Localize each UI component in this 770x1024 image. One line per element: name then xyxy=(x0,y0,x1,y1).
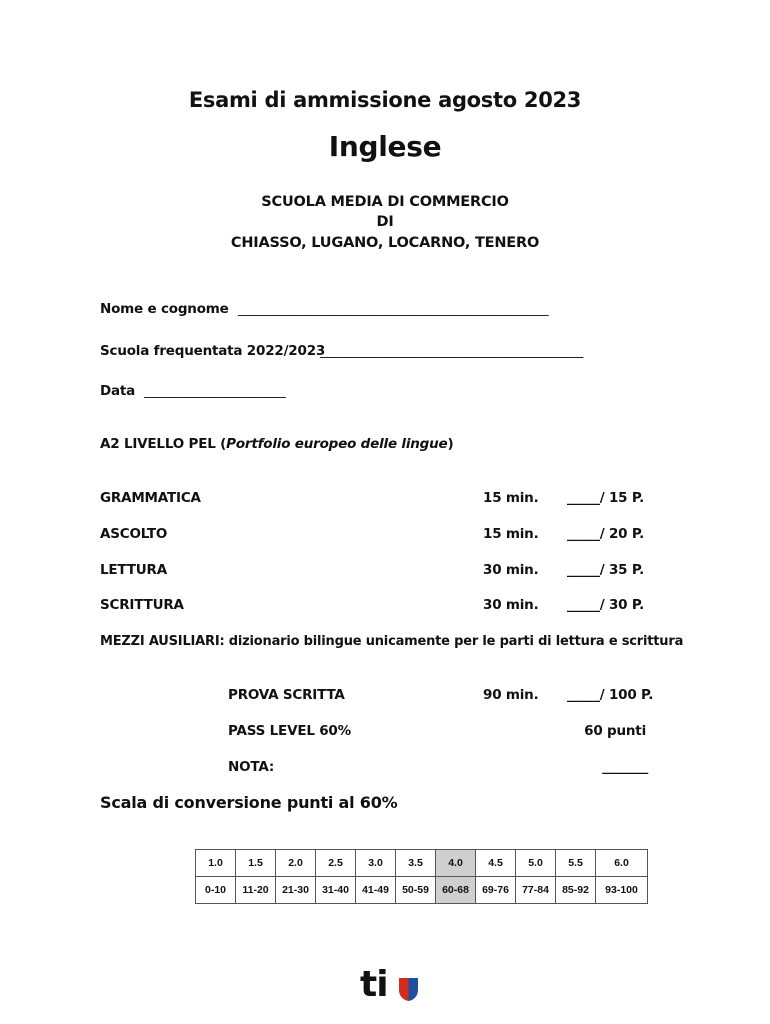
date-label: Data xyxy=(100,383,136,399)
aids-note: MEZZI AUSILIARI: dizionario bilingue unicamente per le parti di lettura e scrittura xyxy=(100,634,684,649)
prova-score[interactable]: _____/ 100 P. xyxy=(567,687,654,703)
subject-title: Inglese xyxy=(328,130,442,163)
level-suffix: ) xyxy=(447,436,454,452)
name-field[interactable]: ______________________________________________ xyxy=(238,301,549,317)
grade-cell: 3.0 xyxy=(356,850,396,877)
prova-label: PROVA SCRITTA xyxy=(228,687,345,703)
grade-cell: 2.0 xyxy=(276,850,316,877)
grade-cell: 5.5 xyxy=(556,850,596,877)
range-cell: 50-59 xyxy=(396,877,436,904)
section-time: 15 min. xyxy=(483,490,539,506)
name-label: Nome e cognome xyxy=(100,301,229,317)
section-score[interactable]: _____/ 30 P. xyxy=(567,597,645,613)
range-cell: 77-84 xyxy=(516,877,556,904)
grade-cell: 5.0 xyxy=(516,850,556,877)
grade-cell: 1.5 xyxy=(236,850,276,877)
range-cell: 69-76 xyxy=(476,877,516,904)
grade-row xyxy=(196,850,648,877)
logo-text: ti xyxy=(360,964,388,1005)
date-field[interactable]: _____________________ xyxy=(144,383,286,399)
conversion-table xyxy=(195,849,648,904)
grade-cell: 1.0 xyxy=(196,850,236,877)
section-name: ASCOLTO xyxy=(100,526,168,542)
school-field[interactable]: _______________________________________ xyxy=(320,343,584,359)
grade-cell: 3.5 xyxy=(396,850,436,877)
school-name-line2: DI xyxy=(376,214,394,230)
level-prefix: A2 LIVELLO PEL ( xyxy=(100,436,227,452)
section-time: 15 min. xyxy=(483,526,539,542)
pass-level-value: 60 punti xyxy=(584,723,646,739)
grade-cell: 6.0 xyxy=(596,850,648,877)
section-name: SCRITTURA xyxy=(100,597,184,613)
section-name: GRAMMATICA xyxy=(100,490,201,506)
range-cell: 11-20 xyxy=(236,877,276,904)
level-line xyxy=(100,436,454,452)
grade-cell: 4.5 xyxy=(476,850,516,877)
section-name: LETTURA xyxy=(100,562,167,578)
section-time: 30 min. xyxy=(483,562,539,578)
ticino-logo xyxy=(360,965,388,1005)
nota-field[interactable]: _______ xyxy=(602,759,648,775)
pass-level-label: PASS LEVEL 60% xyxy=(228,723,351,739)
conversion-title: Scala di conversione punti al 60% xyxy=(100,793,398,812)
grade-cell: 2.5 xyxy=(316,850,356,877)
range-cell: 0-10 xyxy=(196,877,236,904)
range-row xyxy=(196,877,648,904)
nota-label: NOTA: xyxy=(228,759,275,775)
section-score[interactable]: _____/ 15 P. xyxy=(567,490,645,506)
school-label: Scuola frequentata 2022/2023 xyxy=(100,343,326,359)
range-cell: 41-49 xyxy=(356,877,396,904)
school-name-line1: SCUOLA MEDIA DI COMMERCIO xyxy=(261,194,509,210)
range-cell: 85-92 xyxy=(556,877,596,904)
grade-cell-highlight: 4.0 xyxy=(436,850,476,877)
range-cell: 31-40 xyxy=(316,877,356,904)
section-score[interactable]: _____/ 35 P. xyxy=(567,562,645,578)
school-name-line3: CHIASSO, LUGANO, LOCARNO, TENERO xyxy=(230,235,540,251)
range-cell: 21-30 xyxy=(276,877,316,904)
ticino-shield-icon xyxy=(399,978,418,1001)
range-cell: 93-100 xyxy=(596,877,648,904)
prova-time: 90 min. xyxy=(483,687,539,703)
page-title: Esami di ammissione agosto 2023 xyxy=(188,88,582,112)
range-cell-highlight: 60-68 xyxy=(436,877,476,904)
section-time: 30 min. xyxy=(483,597,539,613)
section-score[interactable]: _____/ 20 P. xyxy=(567,526,645,542)
level-italic: Portfolio europeo delle lingue xyxy=(226,436,448,452)
